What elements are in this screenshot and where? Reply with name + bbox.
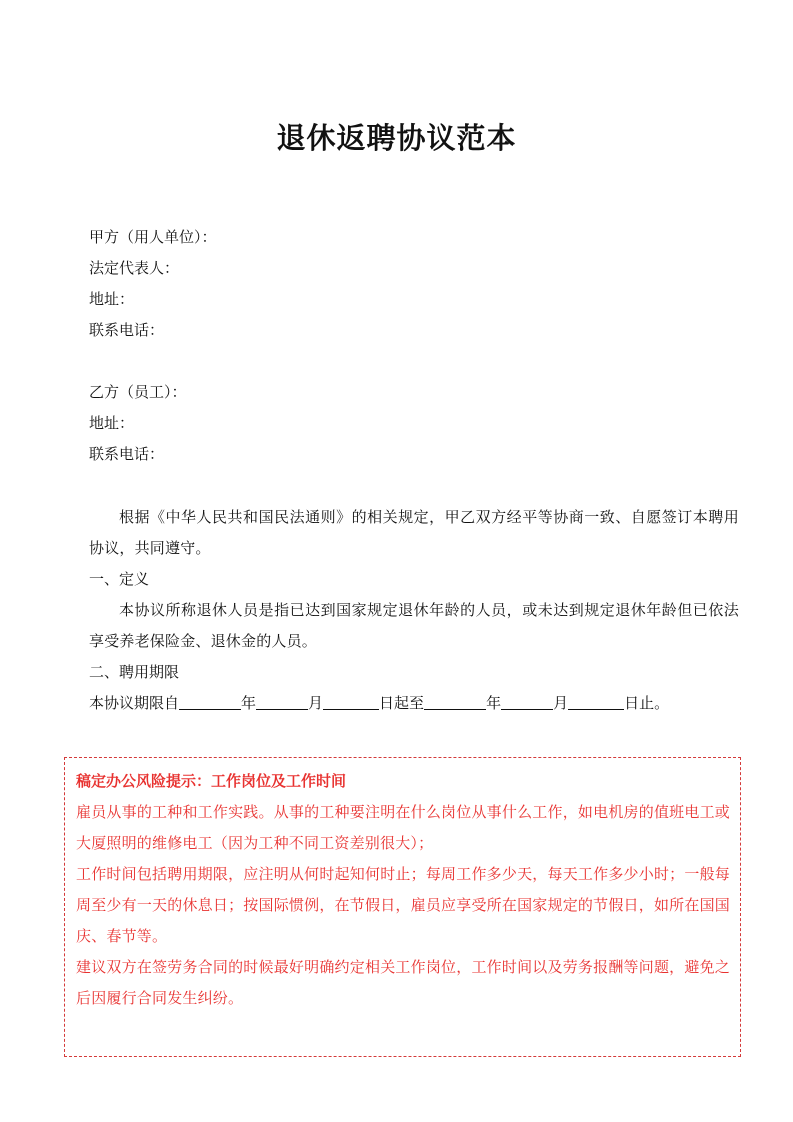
risk-tip-box: [64, 757, 741, 1057]
section-1-heading: 一、定义: [89, 570, 150, 588]
party-a-phone: 联系电话：: [89, 321, 165, 339]
party-b-section: [89, 377, 739, 470]
risk-tip-paragraph-1: 雇员从事的工种和工作实践。从事的工种要注明在什么岗位从事什么工作，如电机房的值班电工或大厦照明的维修电工（因为工种不同工资差别很大）；: [76, 803, 730, 852]
party-b-address: 地址：: [89, 414, 135, 432]
end-year-unit: 年: [486, 694, 502, 712]
end-year-blank[interactable]: [424, 691, 486, 710]
intro-paragraph: 根据《中华人民共和国民法通则》的相关规定，甲乙双方经平等协商一致、自愿签订本聘用协议，共同遵守。: [89, 508, 739, 557]
section-1-body: 本协议所称退休人员是指已达到国家规定退休年龄的人员，或未达到规定退休年龄但已依法享受养老保险金、退休金的人员。: [89, 601, 739, 650]
party-b-phone: 联系电话：: [89, 445, 165, 463]
term-line: [89, 688, 739, 719]
start-year-unit: 年: [241, 694, 257, 712]
party-a-representative: 法定代表人：: [89, 259, 180, 277]
term-prefix: 本协议期限自: [89, 694, 180, 712]
start-month-blank[interactable]: [256, 691, 308, 710]
page-title: 退休返聘协议范本: [276, 121, 517, 155]
end-day-blank[interactable]: [568, 691, 624, 710]
section-2-heading: 二、聘用期限: [89, 663, 180, 681]
end-month-unit: 月: [553, 694, 569, 712]
start-day-blank[interactable]: [323, 691, 379, 710]
party-a-address: 地址：: [89, 290, 135, 308]
risk-tip-title: 稿定办公风险提示：工作岗位及工作时间: [76, 772, 347, 790]
start-day-unit: 日起至: [379, 694, 425, 712]
agreement-body: [89, 502, 739, 719]
start-year-blank[interactable]: [179, 691, 241, 710]
risk-tip-paragraph-3: 建议双方在签劳务合同的时候最好明确约定相关工作岗位，工作时间以及劳务报酬等问题，避免之后因履行合同发生纠纷。: [76, 958, 730, 1007]
party-b-label: 乙方（员工）：: [89, 383, 187, 401]
end-day-unit: 日止。: [624, 694, 670, 712]
party-a-section: [89, 222, 739, 346]
end-month-blank[interactable]: [501, 691, 553, 710]
risk-tip-paragraph-2: 工作时间包括聘用期限，应注明从何时起知何时止；每周工作多少天，每天工作多少小时；一般每周至少有一天的休息日；按国际惯例，在节假日，雇员应享受所在国家规定的节假日，如所在国国庆、春节等。: [76, 865, 730, 945]
party-a-label: 甲方（用人单位）：: [89, 228, 217, 246]
start-month-unit: 月: [308, 694, 324, 712]
